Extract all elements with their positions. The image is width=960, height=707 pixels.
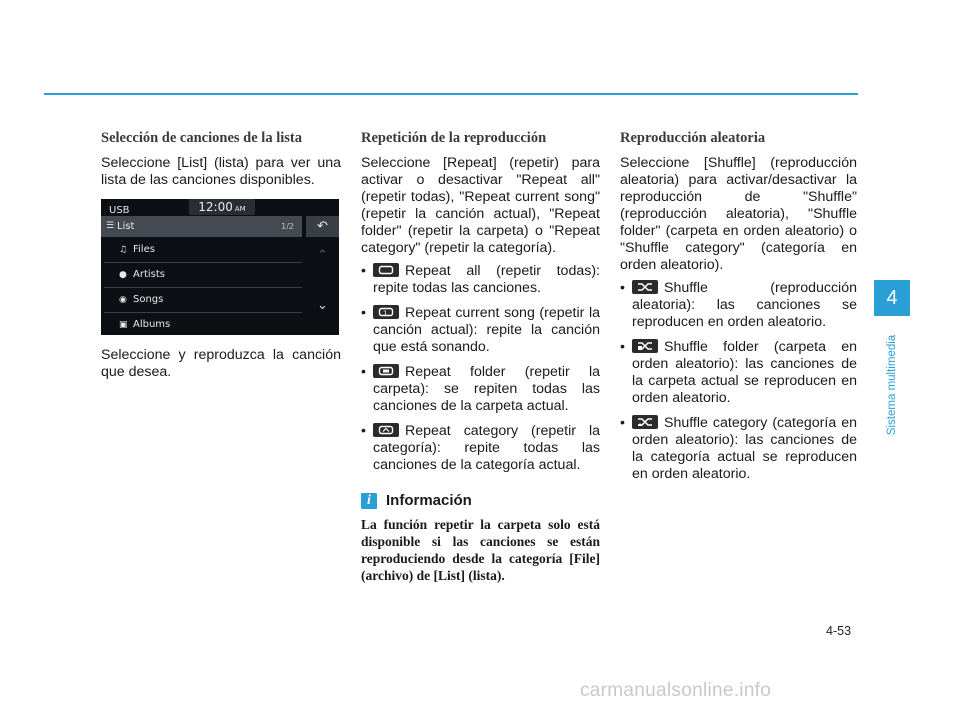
watermark: carmanualsonline.info: [580, 680, 772, 701]
section-heading: Reproducción aleatoria: [620, 130, 766, 146]
shuffle-folder-icon: [632, 339, 658, 353]
info-body: La función repetir la carpeta solo está disponible si las canciones se están reproduciendo desde la categoría [File] (archivo) de [List] (lista).: [361, 517, 600, 583]
list-item: • Repeat all (repetir todas): repite todas las canciones.: [361, 263, 600, 296]
list-item-songs[interactable]: [104, 288, 302, 313]
paragraph: Seleccione y reproduzca la canción que desea.: [101, 347, 341, 380]
list-label: List: [117, 221, 135, 232]
repeat-folder-icon: [373, 364, 399, 378]
section-heading: Repetición de la reproducción: [361, 130, 547, 146]
back-button[interactable]: ↶: [306, 216, 339, 237]
paragraph: Seleccione [List] (lista) para ver una lista de las canciones disponibles.: [101, 155, 341, 188]
info-icon: i: [361, 493, 377, 509]
page-indicator: 1/2: [281, 222, 294, 231]
page-number: 4-53: [826, 624, 852, 638]
album-icon: ▣: [119, 320, 128, 330]
music-note-icon: ♫: [119, 245, 128, 255]
list-item-label: Files: [133, 244, 155, 255]
paragraph: Seleccione [Repeat] (repetir) para activar o desactivar "Repeat all" (repetir todas), "Repeat current song" (repetir la canción actual), "Repeat folder" (repetir la carpeta) o "Repeat category" (repetir la categoría).: [361, 155, 600, 256]
info-title-text: Información: [386, 492, 472, 509]
person-icon: ●: [119, 270, 127, 280]
bullet-list: [620, 280, 857, 483]
header-rule: [44, 93, 858, 95]
list-item-label: Songs: [133, 294, 164, 305]
bullet-text: Repeat all (repetir todas): repite todas las canciones.: [373, 263, 600, 296]
chapter-tab: 4: [874, 280, 910, 316]
clock-time: 12:00: [198, 200, 233, 214]
side-label-text: Sistema multimedia: [886, 334, 898, 436]
disc-icon: ◉: [119, 295, 127, 305]
column-list-selection: [101, 130, 341, 381]
info-title: [361, 492, 600, 509]
repeat-category-icon: [373, 423, 399, 437]
list-item-label: Artists: [133, 269, 165, 280]
list-item: • Repeat folder (repetir la carpeta): se repiten todas las canciones de la carpeta actual.: [361, 364, 600, 414]
list-item-albums[interactable]: [104, 313, 302, 337]
bullet-list: [361, 263, 600, 474]
bullet-text: Shuffle (reproducción aleatoria): las canciones se reproducen en orden aleatorio.: [632, 280, 857, 330]
bullet-text: Shuffle folder (carpeta en orden aleatorio): las canciones de la carpeta actual se reproducen en orden aleatorio.: [632, 339, 857, 406]
shuffle-icon: [632, 280, 658, 294]
list-item-label: Albums: [133, 319, 171, 330]
list-item: • Shuffle category (categoría en orden aleatorio): las canciones de la categoría actual se reproducen en orden aleatorio.: [620, 415, 857, 482]
list-icon: ☰: [106, 221, 115, 231]
list-item-artists[interactable]: [104, 263, 302, 288]
paragraph: Seleccione [Shuffle] (reproducción aleatoria) para activar/desactivar la reproducción de "Shuffle" (reproducción aleatoria), "Shuffle folder" (carpeta en orden aleatorio) o "Shuffle category" (categoría en orden aleatorio).: [620, 155, 857, 273]
list-item: • Shuffle (reproducción aleatoria): las canciones se reproducen en orden aleatorio.: [620, 280, 857, 330]
screen-clock: [189, 199, 255, 215]
shuffle-category-icon: [632, 415, 658, 429]
repeat-one-icon: [373, 305, 399, 319]
bullet-text: Shuffle category (categoría en orden aleatorio): las canciones de la categoría actual se reproducen en orden aleatorio.: [632, 415, 857, 482]
scroll-down-icon[interactable]: ⌄: [317, 298, 328, 313]
repeat-all-icon: [373, 263, 399, 277]
clock-ampm: AM: [234, 205, 246, 213]
list-item-files[interactable]: [104, 238, 302, 263]
bullet-text: Repeat folder (repetir la carpeta): se repiten todas las canciones de la carpeta actual.: [373, 364, 600, 414]
section-heading: Selección de canciones de la lista: [101, 130, 302, 146]
scroll-up-icon[interactable]: ⌃: [317, 248, 328, 263]
list-item: • Shuffle folder (carpeta en orden aleatorio): las canciones de la carpeta actual se reproducen en orden aleatorio.: [620, 339, 857, 406]
list-item: • 1 Repeat current song (repetir la canción actual): repite la canción que está sonando.: [361, 305, 600, 355]
head-unit-screen: [101, 199, 339, 335]
bullet-text: Repeat category (repetir la categoría): repite todas las canciones de la categoría actual.: [373, 423, 600, 473]
svg-text:1: 1: [383, 309, 388, 317]
side-label: [885, 330, 899, 440]
column-shuffle: [620, 130, 857, 491]
column-repeat: [361, 130, 600, 584]
bullet-text: Repeat current song (repetir la canción actual): repite la canción que está sonando.: [373, 305, 600, 355]
screen-list-header[interactable]: [101, 216, 302, 237]
list-item: • Repeat category (repetir la categoría): repite todas las canciones de la categoría actual.: [361, 423, 600, 473]
screen-source-label: USB: [109, 205, 130, 216]
